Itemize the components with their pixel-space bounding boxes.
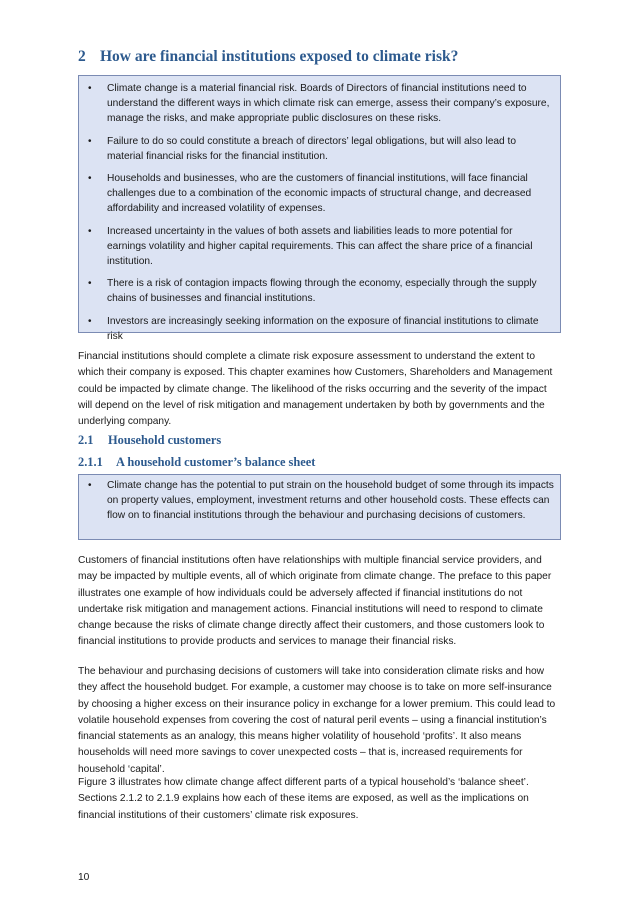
key-point-text: Climate change has the potential to put strain on the household budget of some through its impacts on property values, employment, investment returns and other household costs. These effects can flow on to financial institutions through the behaviour and purchasing decisions of customers. (107, 480, 554, 522)
key-point-item (86, 134, 554, 164)
key-point-item (86, 276, 554, 306)
body-paragraph: Figure 3 illustrates how climate change affect different parts of a typical household’s ‘balance sheet’. Sections 2.1.2 to 2.1.9 explains how each of these items are exposed, as well as the implications on financial institutions of their customers’ climate risk exposures. (78, 777, 529, 821)
section-number: 2 (78, 48, 86, 65)
bullet-icon: • (88, 173, 92, 185)
subsection-number: 2.1 (78, 433, 94, 447)
bullet-icon: • (88, 225, 92, 237)
key-point-text: Climate change is a material financial risk. Boards of Directors of financial institutions need to understand the different ways in which climate risk can emerge, assess their company’s exposure, manage the risks, and make appropriate public disclosures on these risks. (107, 83, 550, 125)
bullet-icon: • (88, 83, 92, 94)
key-point-text: There is a risk of contagion impacts flowing through the economy, especially through the supply chains of businesses and financial institutions. (107, 278, 537, 305)
key-point-item (86, 81, 554, 127)
household-key-point-list (86, 478, 554, 524)
key-point-text: Increased uncertainty in the values of both assets and liabilities leads to more potential for earnings volatility and higher capital requirements. This can affect the share price of a financial institution. (107, 225, 533, 268)
subsection-heading (78, 433, 221, 448)
body-paragraph: The behaviour and purchasing decisions of customers will take into consideration climate risks and how they affect the household budget. For example, a customer may choose is to take on more self-insurance by choosing a higher excess on their insurance policy in exchange for a lower premium. This could lead to volatile household expenses from covering the cost of natural peril events – using a financial institution’s financial statements as an analogy, this means higher volatility of household ‘profits’. It also means households will need more savings to cover unexpected costs – that is, increased requirements for household ‘capital’. (78, 666, 556, 775)
key-point-item (86, 171, 554, 217)
bullet-icon: • (88, 480, 92, 491)
bullet-icon: • (88, 278, 92, 290)
section-heading (78, 48, 458, 66)
section-title: How are financial institutions exposed to climate risk? (100, 48, 459, 65)
page-number: 10 (78, 872, 90, 883)
key-point-item (86, 478, 554, 524)
bullet-icon: • (88, 135, 92, 147)
key-point-text: Failure to do so could constitute a breach of directors’ legal obligations, but will also lead to material financial risks for the financial institution. (107, 135, 517, 162)
subsubsection-number: 2.1.1 (78, 455, 103, 469)
subsection-title: Household customers (108, 433, 222, 447)
subsubsection-title: A household customer’s balance sheet (116, 455, 316, 469)
key-point-text: Investors are increasingly seeking information on the exposure of financial institutions to climate risk (107, 315, 539, 342)
key-point-item (86, 314, 554, 344)
intro-paragraph: Financial institutions should complete a climate risk exposure assessment to understand the extent to which their company is exposed. This chapter examines how Customers, Shareholders and Management could be impacted by climate change. The likelihood of the risks occurring and the severity of the impact will depend on the level of risk mitigation and management undertaken by both by governments and the underlying company. (78, 351, 553, 428)
key-point-item (86, 224, 554, 270)
bullet-icon: • (88, 315, 92, 327)
household-key-point-box (78, 474, 561, 540)
key-points-box (78, 75, 561, 342)
key-points-list (86, 81, 554, 344)
subsubsection-heading (78, 455, 315, 470)
key-point-text: Households and businesses, who are the customers of financial institutions, will face financial challenges due to a combination of the economic impacts of structural change, and decreased affordability and increased volatility of expenses. (107, 173, 532, 215)
body-paragraph: Customers of financial institutions often have relationships with multiple financial service providers, and may be impacted by multiple events, all of which originate from climate change. The preface to this paper illustrates one example of how individuals could be adversely affected if financial institutions do not undertake risk mitigation and management actions. Financial institutions will need to respond to climate change because the risks of climate change directly affect their customers, and those customers look to financial institutions to provide products and services to manage their financial risks. (78, 555, 552, 648)
